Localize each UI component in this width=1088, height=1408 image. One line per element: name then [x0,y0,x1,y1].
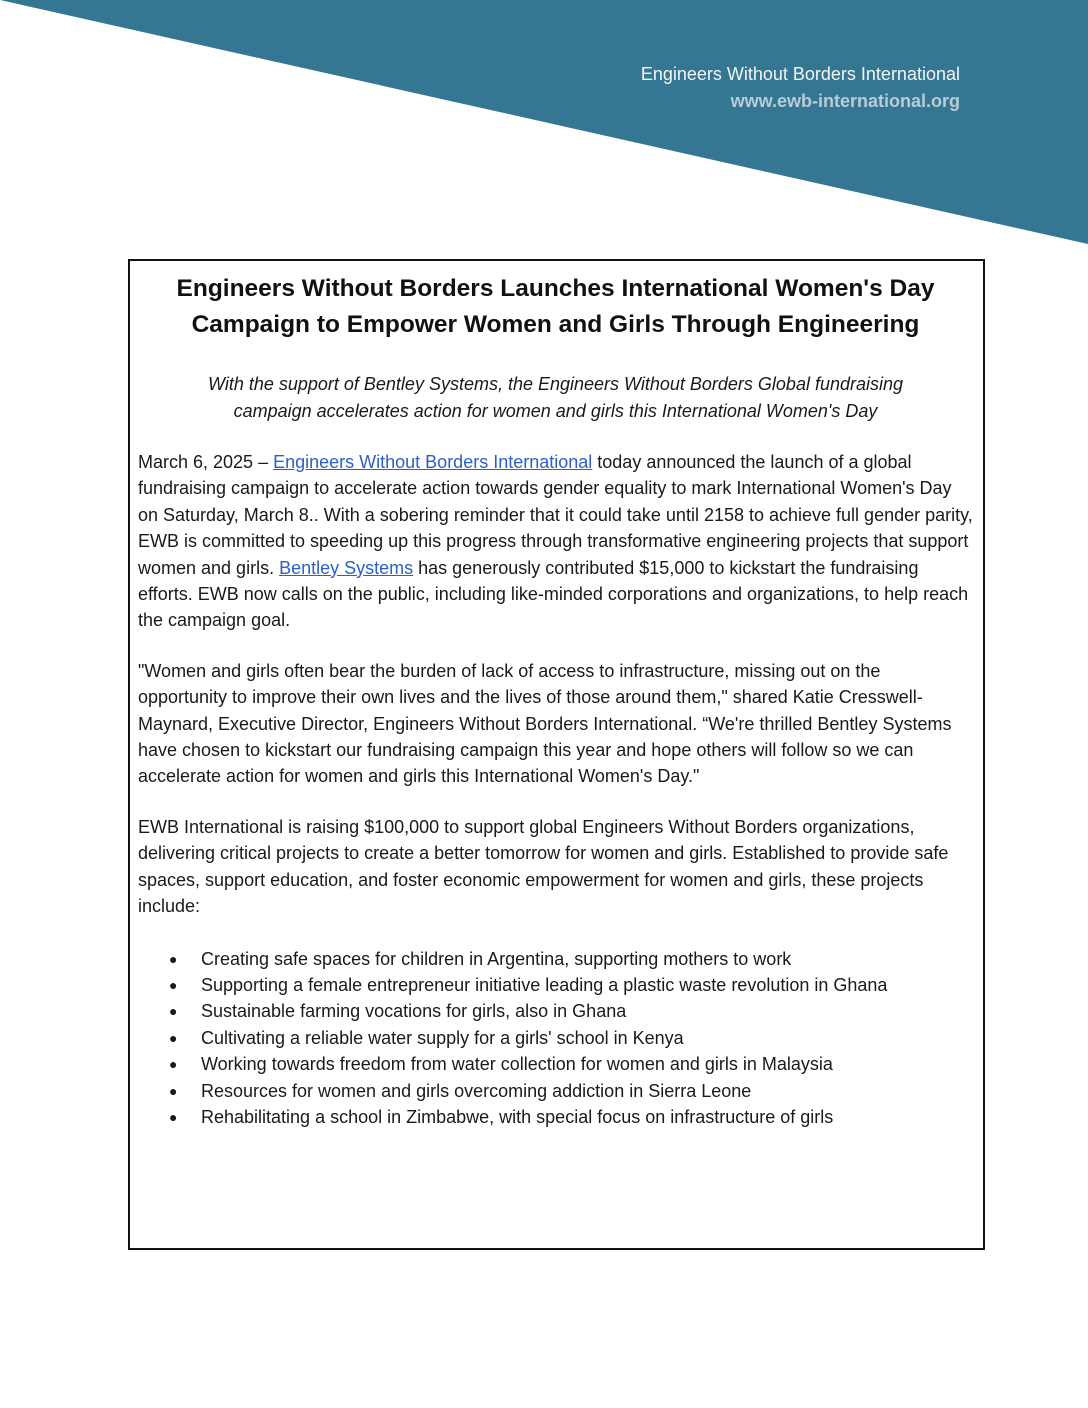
list-item [169,946,973,972]
release-date: March 6, 2025 – [138,452,274,472]
list-item [169,1078,973,1104]
campaign-paragraph: EWB International is raising $100,000 to support global Engineers Without Borders organizations, delivering critical projects to create a better tomorrow for women and girls. Established to provide safe spaces, support education, and foster economic empowerment for women and girls, these projects include: [138,816,949,917]
subtitle-line-2: campaign accelerates action for women and girls this International Women's Day [233,401,878,421]
project-text: Working towards freedom from water collection for women and girls in Malaysia [201,1054,833,1075]
header-banner [0,0,1088,250]
bullet-icon: ● [169,1003,178,1020]
title-line-2: Campaign to Empower Women and Girls Through Engineering [191,311,920,338]
list-item [169,998,973,1024]
bullet-icon: ● [169,1029,178,1046]
list-item [169,1025,973,1051]
bullet-icon: ● [169,976,178,993]
project-text: Creating safe spaces for children in Argentina, supporting mothers to work [201,948,792,969]
announcement-paragraph [138,449,973,634]
projects-list [138,946,973,1131]
subtitle-line-1: With the support of Bentley Systems, the Engineers Without Borders Global fundraising [207,374,904,394]
project-text: Sustainable farming vocations for girls, also in Ghana [201,1001,627,1022]
bentley-systems-link[interactable]: Bentley Systems [279,557,414,578]
org-name: Engineers Without Borders International [640,64,960,84]
project-text: Resources for women and girls overcoming addiction in Sierra Leone [201,1080,752,1101]
bullet-icon: ● [169,1108,178,1125]
press-release-title [138,271,973,343]
press-release-subtitle [138,371,973,425]
ewb-international-link[interactable]: Engineers Without Borders International [273,452,593,472]
list-item [169,1051,973,1077]
announcement-text-a: today announced the launch of a global fundraising campaign to accelerate action towards gender equality to mark International Women's Day on Saturday, March 8.. With a sobering reminder that it could take until 2158 to achieve full gender parity, EWB is committed to speeding up this progress through transformative engineering projects that support women and girls. [138,452,973,578]
bullet-icon: ● [169,1082,178,1099]
list-item [169,972,973,998]
announcement-text-b: has generously contributed $15,000 to kickstart the fundraising efforts. EWB now calls on the public, including like-minded corporations and organizations, to help reach the campaign goal. [138,557,969,631]
project-text: Cultivating a reliable water supply for a girls' school in Kenya [201,1027,684,1048]
quote-paragraph: "Women and girls often bear the burden of lack of access to infrastructure, missing out on the opportunity to improve their own lives and the lives of those around them," shared Katie Cresswell-Maynard, Executive Director, Engineers Without Borders International. “We're thrilled Bentley Systems have chosen to kickstart our fundraising campaign this year and hope others will follow so we can accelerate action for women and girls this International Women's Day." [138,660,952,787]
bullet-icon: ● [169,950,178,967]
header-banner-shape [0,0,1088,244]
project-text: Rehabilitating a school in Zimbabwe, with special focus on infrastructure of girls [201,1106,834,1127]
bullet-icon: ● [169,1056,178,1073]
org-website[interactable]: www.ewb-international.org [730,91,960,111]
project-text: Supporting a female entrepreneur initiative leading a plastic waste revolution in Ghana [201,974,888,995]
press-release-box [128,259,985,1250]
title-line-1: Engineers Without Borders Launches International Women's Day [176,275,935,302]
list-item [169,1104,973,1130]
